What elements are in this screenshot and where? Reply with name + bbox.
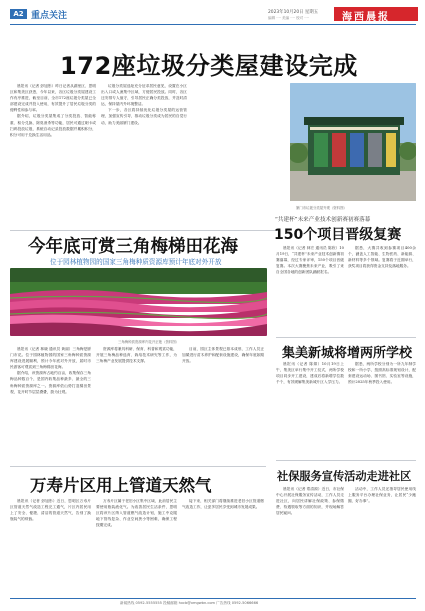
article2-col-1	[276, 245, 344, 335]
article5-col-3	[182, 498, 264, 596]
article6-col-1	[276, 486, 344, 596]
sorting-station-illustration	[290, 83, 416, 201]
date-line: 2023年10月20日 星期五	[268, 10, 319, 15]
article5-paragraph: 万寿片区属于老旧小区集中区域，此前居民主要使用瓶装液化气。为改善居民生活条件，思明区将该片区纳入管道燃气改造计划，施工中克服地下管线复杂、作业空间狭小等困难，确保工程按期完成。	[96, 499, 177, 528]
divider	[276, 460, 416, 461]
article3-paragraph: 据介绍，该资源库占地约百亩，收集保存三角梅品种数百个，是国内收集品种最多、最全的三角梅种质资源库之一。资源库依山势打造梯田景观，花开时节层层叠叠，蔚为壮观。	[10, 371, 91, 394]
article1-headline: 172座垃圾分类屋建设完成	[60, 52, 358, 80]
editor-line: 编辑 ···· 美编 ···· 校对 ····	[268, 16, 309, 20]
article4-col-1	[276, 361, 344, 457]
article5-headline: 万寿片区用上管道天然气	[30, 476, 212, 495]
article3-photo	[10, 268, 267, 336]
page-label: A2	[10, 9, 27, 19]
article3-col-3	[182, 346, 264, 464]
article5-paragraph: 晨报讯（记者 彭旭彤）近日，思明区万寿片区管道天然气改造工程完工通气，片区内居民用上了安全、便捷、清洁的管道天然气，告别了换瓶装气的烦恼。	[10, 499, 91, 522]
article1-photo-caption: 厦门市垃圾分类屋外观（资料图）	[296, 206, 347, 210]
section-title: 重点关注	[31, 11, 68, 21]
article1-paragraph: 垃圾分类屋选址充分征求居民意见，设置在小区出入口或人流集中区域，方便居民投放。同时，各区还安排专人值守，引导居民正确分类投放，并及时清运，保持屋内外环境整洁。	[101, 84, 187, 107]
article3-paragraph: 晨报讯（记者 林晓 通讯员 黄丽）三角梅是厦门市花。位于园林植物园的国家三角梅种质资源库建设进展顺利，预计今年底对外开放，届时市民游客可观赏到三角梅梯田花海。	[10, 347, 91, 370]
article5-col-2	[96, 498, 177, 596]
article4-headline: 集美新城将增两所学校	[282, 346, 413, 361]
article2-kicker: “共建杯”未来产业技术创新赛初赛落幕	[275, 217, 371, 223]
article1-paragraph: 下一步，各区将持续优化垃圾分类屋的运营管理，加强宣传引导，推动垃圾分类成为居民的自觉行动，助力美丽厦门建设。	[101, 108, 187, 125]
article3-subhead: 位于园林植物园的国家三角梅种质资源库预计年底对外开放	[50, 258, 222, 266]
article2-headline: 150个项目晋级复赛	[274, 227, 402, 243]
footer-rule	[10, 598, 416, 599]
article2-paragraph: 晨报讯（记者 林宏 通讯员 陈欣）10月19日，“共建杯”未来产业技术创新赛初赛落幕，经过专家评审，150个项目晋级复赛。本次大赛聚焦未来产业，吸引了来自全国各地的创新团队踊跃报名。	[276, 246, 344, 275]
article6-col-2	[348, 486, 416, 596]
footer-text: 新闻热线 0592-5555555 投稿邮箱 hxcb@xmgwbn.com 广告热线 0592-5066666	[120, 601, 259, 605]
article3-paragraph: 资源库将兼具科研、保育、科普和观赏功能，开展三角梅品种选育、栽培技术研究等工作，为三角梅产业发展提供技术支撑。	[96, 347, 177, 364]
article2-col-2	[348, 245, 416, 335]
article3-paragraph: 目前，园区主体景观已基本成形，工作人员正加紧进行苗木养护和配套设施建设，确保年底如期开放。	[182, 347, 264, 364]
article5-paragraph: 接下来，相关部门将继续推进老旧小区管道燃气改造工作，让更多居民享受到城市发展成果。	[182, 499, 264, 510]
article2-paragraph: 据悉，大赛共收到参赛项目400余个，涵盖人工智能、生物医药、新能源、新材料等多个领域。复赛将于近期举行，获奖项目将获得资金支持及落地服务。	[348, 246, 416, 269]
terraced-flowers-illustration	[10, 268, 267, 336]
article6-headline: 社保服务宣传活动走进社区	[277, 470, 412, 483]
article6-paragraph: 晨报讯（记者 郑清源）近日，市社保中心开展社保服务宣传活动，工作人员走进社区，向居民讲解社保政策、参保缴费、待遇领取等方面的知识，并现场解答居民疑问。	[276, 487, 344, 516]
divider	[10, 466, 266, 467]
masthead-rule	[10, 24, 416, 25]
logo-text: 海西晨报	[342, 12, 390, 23]
article1-paragraph: 据介绍，垃圾分类屋集成了分类投放、智能称重、积分兑换、除臭消杀等功能，居民可通过刷卡或扫码投放垃圾，系统自动记录投放数据并累积积分，积分可用于兑换生活用品。	[10, 114, 96, 137]
article3-col-2	[96, 346, 177, 464]
article3-photo-caption: 三角梅种质资源库内花开正艳（资料图）	[118, 340, 180, 344]
article4-paragraph: 晨报讯（记者 陈婧）10月19日上午，集美区举行集中开工仪式，两所学校项目同步开工建设，建成后将新增学位数千个，有效缓解集美新城片区入学压力。	[276, 362, 344, 385]
article5-col-1	[10, 498, 91, 596]
article6-paragraph: 活动中，工作人员还指导居民使用线上服务平台办理社保业务，让居民“少跑腿、好办事”。	[348, 487, 416, 504]
article1-col-1	[10, 83, 96, 228]
article4-paragraph: 据悉，两所学校分别为一所九年制学校和一所小学，按照高标准规划设计，配套建设运动场、图书馆、实验室等设施，预计2025年秋季投入使用。	[348, 362, 416, 385]
article4-col-2	[348, 361, 416, 457]
article3-headline: 今年底可赏三角梅梯田花海	[28, 237, 238, 257]
article1-paragraph: 晨报讯（记者 彭旭彤）昨日记者从湖里区、思明区和集美区获悉，今年以来，各区垃圾分类屋建设工作有序推进，截至目前，全市172座垃圾分类屋已全部建设完成并投入使用，有效提升了居民垃圾分类的便利性和参与率。	[10, 84, 96, 113]
logo	[334, 7, 418, 21]
divider	[10, 230, 280, 231]
article3-col-1	[10, 346, 91, 464]
article1-photo	[290, 83, 416, 201]
article1-col-2	[101, 83, 187, 228]
divider	[276, 337, 416, 338]
